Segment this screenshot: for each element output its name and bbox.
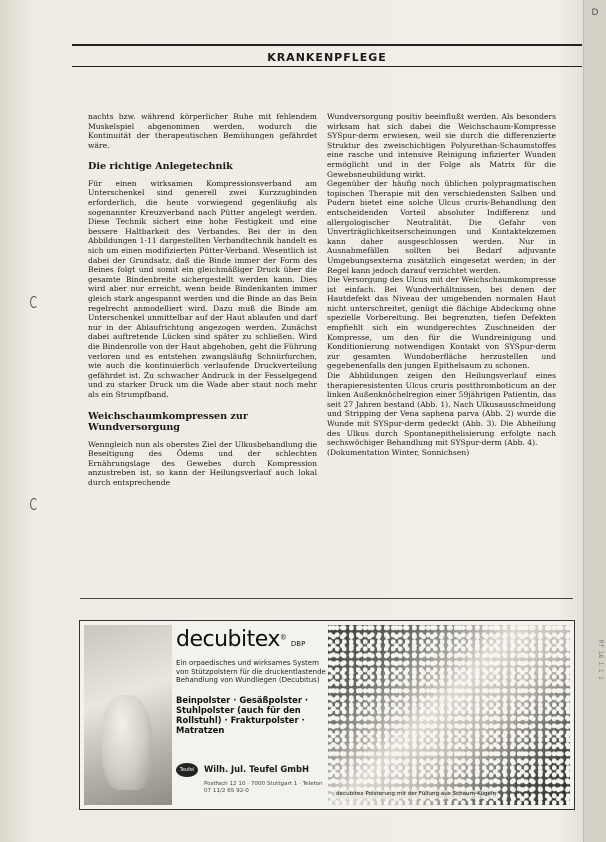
article-bottom-rule	[80, 598, 573, 599]
ad-text-block	[176, 625, 326, 805]
brand-name: decubitex	[176, 627, 280, 652]
paragraph-weichschaum: Wenngleich nun als oberstes Ziel der Ulkusbehandlung die Beseitigung des Ödems und der schlechten Ernährungslage des Gewebes durch Kompression anzustreben ist, so kann der Heilungsverlauf auch lokal durch entsprechende	[88, 439, 317, 487]
company-name: Wilh. Jul. Teufel GmbH	[204, 764, 310, 774]
brand-suffix: DBP	[290, 640, 306, 648]
ad-product-photo-right	[328, 625, 570, 805]
decubitex-advertisement	[79, 620, 575, 810]
edge-side-text: Rf 16 1 1 1	[597, 640, 604, 680]
heading-anlegetechnik: Die richtige Anlegetechnik	[88, 161, 233, 173]
heading-weichschaum: Weichschaumkompressen zur Wundversorgung	[88, 410, 248, 434]
paragraph-anlegetechnik: Für einen wirksamen Kompressionsverband am Unterschenkel sind generell zwei Kurzzugbinden erforderlich, die heute vorwiegend gegenläufig als sogenannter Kreuzverband nach Pütter angelegt werden. Diese Technik sichert eine hohe Festigkeit und eine bessere Haltbarkeit des Verbandes. Bei der in den Abbildungen 1-11 dargestellten Verbandtechnik handelt es sich um einen modifizierten Pütter-Verband. Wesentlich ist dabei der Grundsatz, daß die Binde immer der Form des Beines folgt und somit ein gleichmäßiger Druck über die gesamte Bindenbreite sichergestellt werden kann. Dies wird aber nur erreicht, wenn beide Bindenkanten immer gleich stark angespannt werden und die Binde an das Bein regelrecht anmodelliert wird. Dazu muß die Binde am Unterschenkel unmittelbar auf der Haut ablaufen und darf nur in der Ablaufrichtung angezogen werden. Zunächst dabei auftretende Lücken sind später zu schließen. Wird die Bindenrolle von der Haut abgehoben, geht die Führung verloren und es entstehen zwangsläufig Schnürfurchen, wie auch die kontinuierlich verlaufende Druckverteilung gefährdet ist. Zu schwacher Andruck in der Fesselgegend und zu starker Druck um die Wade aber staut noch mehr als ein Strumpfband.	[88, 178, 317, 399]
ad-product-photo-left	[84, 625, 172, 805]
page-edge-strip	[583, 0, 606, 842]
company-logo-icon: Teufel	[176, 763, 198, 777]
photo-caption: decubitex Polsterung mit der Füllung aus Schaum-Kugeln	[336, 791, 497, 797]
ad-tagline: Ein orpaedisches und wirksames System von Stützpolstern für die druckentlastende Behandlung von Wundliegen (Decubitus)	[176, 659, 326, 685]
left-column	[88, 112, 317, 488]
section-title: KRANKENPFLEGE	[267, 51, 387, 64]
paragraph-wundversorgung: Wundversorgung positiv beeinflußt werden. Als besonders wirksam hat sich dabei die Weichschaum-Kompresse SYSpur-derm erwiesen, weil sie durch die differenzierte Struktur des zweischichtigen Polyurethan-Schaumstoffes eine rasche und intensive Reinigung infizierter Wunden ermöglicht und in der Folge als Matrix für die Gewebsneubildung wirkt.	[327, 112, 556, 179]
company-address: Postfach 12 10 · 7000 Stuttgart 1 · Telefon 07 11/2 65 92-0	[204, 781, 323, 794]
documentation-credit: (Dokumentation Winter, Sonnichsen)	[327, 447, 470, 457]
binder-hole-icon	[30, 498, 38, 510]
right-column	[327, 112, 556, 457]
ad-product-list: Beinpolster · Gesäßpolster · Stuhlpolster (auch für den Rollstuhl) · Frakturpolster · Matratzen	[176, 694, 309, 736]
section-header	[72, 44, 582, 67]
paragraph-versorgung: Die Versorgung des Ulcus mit der Weichschaumkompresse ist einfach. Bei Wundverhältnissen, bei denen der Hautdefekt das Niveau der umgebenden normalen Haut nicht unterschreitet, genügt die flächige Abdeckung ohne spezielle Vorbereitung. Bei begrenzten, tiefen Defekten empfiehlt sich ein wundgerechtes Zuschneiden der Kompresse, um den für die Wundreinigung und Konditionierung notwendigen Kontakt von SYSpur-derm zur gesamten Wundoberfläche herzustellen und gegebenenfalls den jungen Epithelsaum zu schonen.	[327, 275, 556, 371]
cushion-shape-icon	[102, 695, 152, 790]
brand-logo	[176, 625, 326, 655]
paragraph-abbildungen: Die Abbildungen zeigen den Heilungsverlauf eines therapieresistenten Ulcus cruris postthromboticum an der linken Außenknöchelregion einer 59jährigen Patientin, das seit 27 Jahren bestand (Abb. 1). Nach Ulkusausschneidung und Stripping der Vena saphena parva (Abb. 2) wurde die Wunde mit SYSpur-derm gedeckt (Abb. 3). Die Abheilung des Ulkus durch Spontanepithelisierung erfolgte nach sechswöchiger Behandlung mit SYSpur-derm (Abb. 4).	[327, 371, 556, 448]
edge-mark: D	[591, 8, 599, 18]
paragraph-therapie: Gegenüber der häufig noch üblichen polypragmatischen topischen Therapie mit den verschiedensten Salben und Pudern bietet eine solche Ulcus cruris-Behandlung den entscheidenden Vorteil absoluter Indifferenz und allergologischer Neutralität. Die Gefahr von Unverträglichkeitserscheinungen und Kontaktekzemen kann daher ausgeschlossen werden. Nur in Ausnahmefällen sollten bei Bedarf adjuvante Umgebungsexterna zusätzlich eingesetzt werden; in der Regel kann jedoch darauf verzichtet werden.	[327, 179, 556, 275]
intro-paragraph: nachts bzw. während körperlicher Ruhe mit fehlendem Muskelspiel abgenommen werden, wodurch die Kontinuität der therapeutischen Bemühungen gefährdet wäre.	[88, 112, 317, 150]
binder-hole-icon	[30, 296, 38, 308]
registered-mark: ®	[279, 633, 287, 642]
